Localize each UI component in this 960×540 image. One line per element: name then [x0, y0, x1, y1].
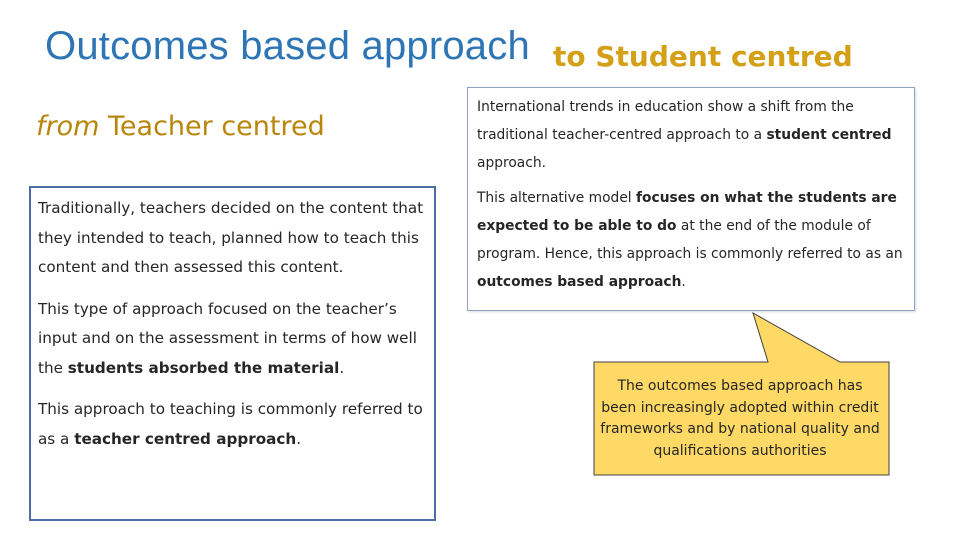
student-p1-start: International trends in education show a shift from the traditional teacher-centred approach to a — [477, 99, 854, 143]
from-heading-rest: Teacher centred — [99, 111, 325, 142]
callout-text: The outcomes based approach has been increasingly adopted within credit frameworks and by national quality and qualifications authorities — [600, 378, 880, 459]
teacher-p3-end: . — [296, 429, 302, 448]
teacher-p2-end: . — [339, 358, 345, 377]
student-p2-end2: . — [681, 274, 686, 290]
teacher-p3-bold: teacher centred approach — [74, 429, 297, 448]
slide-title: Outcomes based approach — [45, 24, 530, 68]
slide-title-suffix: to Student centred — [553, 40, 853, 73]
from-heading-from: from — [36, 111, 100, 142]
teacher-p2-bold: students absorbed the material — [67, 358, 340, 377]
teacher-p2-start: This type of approach focused on the teacher’s input and on the assessment in terms of how well the — [38, 299, 417, 377]
teacher-p3-start: This approach to teaching is commonly referred to as a — [38, 400, 423, 448]
teacher-paragraph-1: Traditionally, teachers decided on the content that they intended to teach, planned how to teach this content and then assessed this content. — [38, 199, 424, 276]
student-p2-end: at the end of the module of program. Hence, this approach is commonly referred to as an — [477, 218, 903, 262]
student-p1-end: approach. — [477, 155, 546, 171]
student-p2-start: This alternative model — [477, 190, 637, 206]
student-p2-bold2: outcomes based approach — [477, 274, 682, 290]
student-p2-bold: focuses on what the students are expected to be able to do — [477, 190, 897, 234]
student-p1-bold: student centred — [766, 127, 892, 143]
